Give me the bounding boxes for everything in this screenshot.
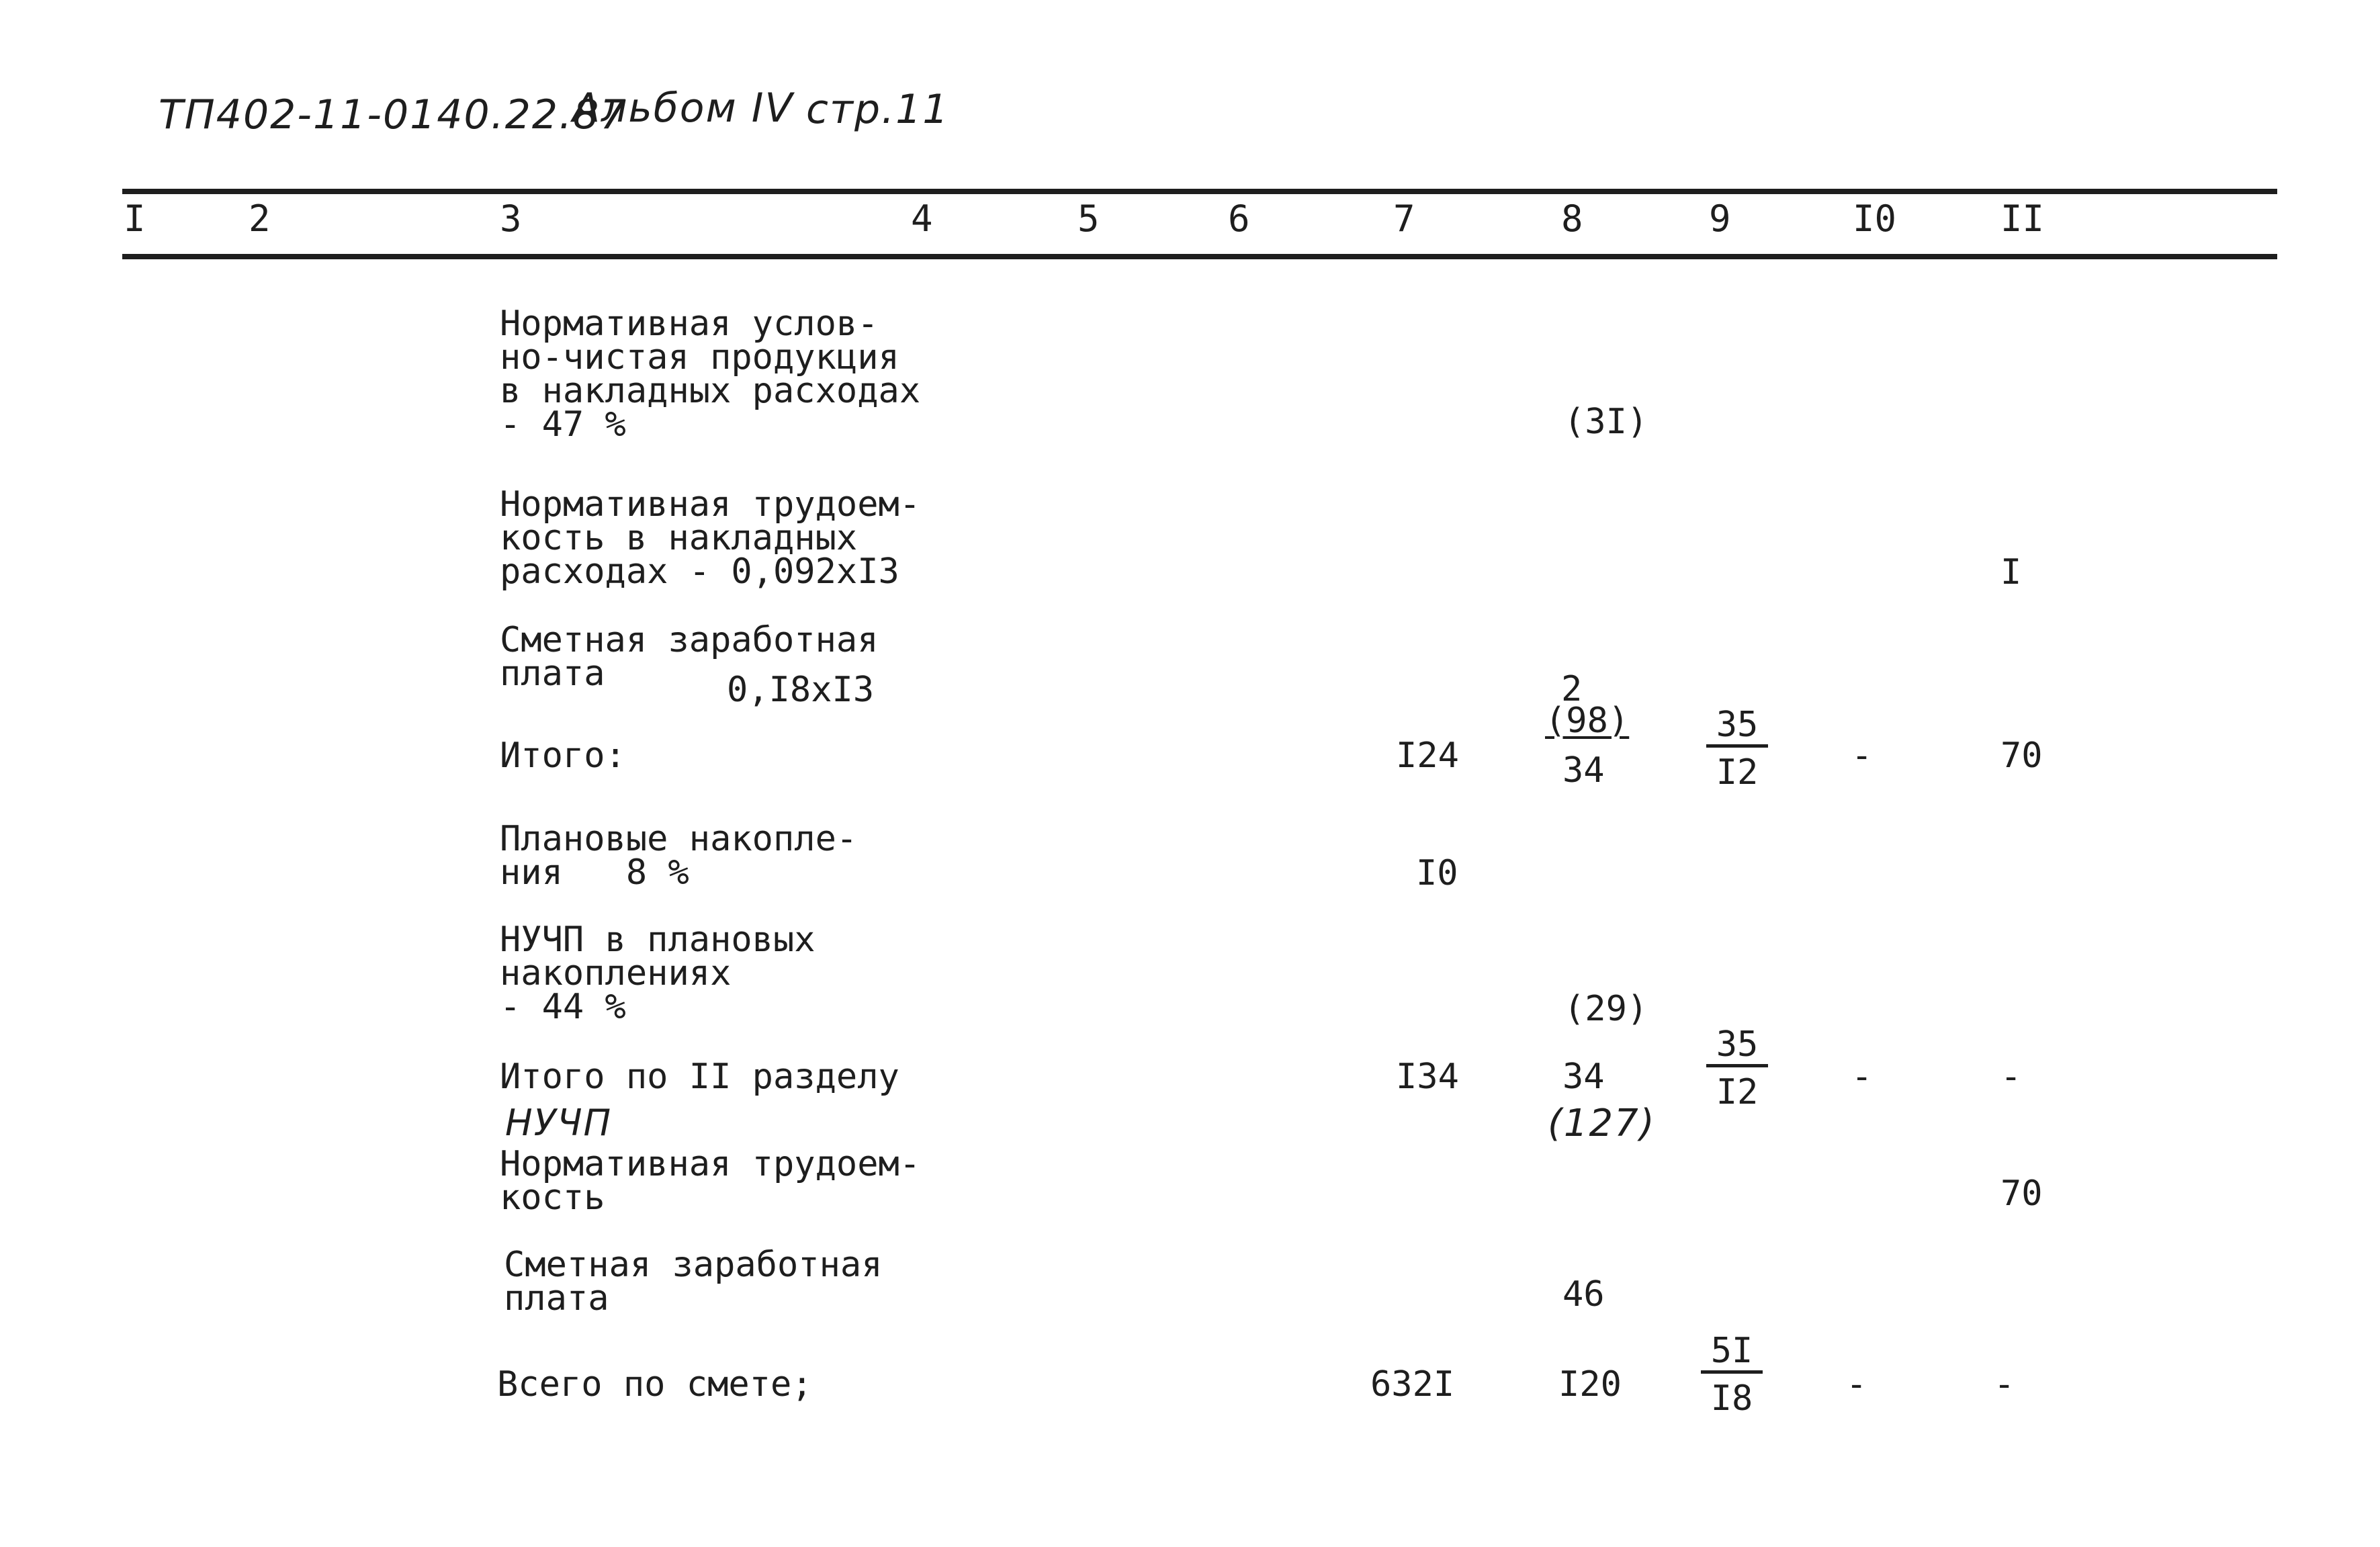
page-number: стр.11 xyxy=(806,86,950,133)
column-header-5: 5 xyxy=(1077,197,1100,240)
row-description: НУЧП в плановых накоплениях - 44 % xyxy=(500,920,816,1027)
cell-col11: - xyxy=(1994,1364,2015,1405)
row-description: Нормативная услов- но-чистая продукция в накладных расходах - 47 % xyxy=(500,304,921,445)
row-description: Сметная заработная плата xyxy=(500,620,879,694)
column-header-1: I xyxy=(124,197,146,240)
cell-col11: 70 xyxy=(2000,1174,2043,1214)
row-label-section-total: Итого по II разделу xyxy=(500,1057,899,1097)
cell-col9-fraction xyxy=(1701,1333,1763,1417)
cell-col11: I xyxy=(2000,552,2022,592)
header-top-rule xyxy=(122,189,2277,194)
cell-col7: I0 xyxy=(1416,853,1458,893)
column-header-10: I0 xyxy=(1853,197,1897,240)
column-header-11: II xyxy=(2000,197,2045,240)
column-header-2: 2 xyxy=(249,197,271,240)
row-description: Нормативная трудоем- кость в накладных расходах - 0,092хI3 xyxy=(500,484,921,592)
cell-col8: I20 xyxy=(1558,1364,1622,1405)
cell-col7: 632I xyxy=(1370,1364,1455,1405)
cell-col8: (3I) xyxy=(1564,402,1648,442)
column-header-9: 9 xyxy=(1709,197,1731,240)
cell-col8: (29) xyxy=(1564,989,1648,1029)
album-label: Альбом IV xyxy=(572,85,794,132)
document-code: ТП402-11-0140.22.87 xyxy=(159,91,627,138)
cell-col10: - xyxy=(1851,1057,1873,1097)
column-header-8: 8 xyxy=(1561,197,1583,240)
cell-col7: I24 xyxy=(1396,736,1459,776)
cell-col9-fraction xyxy=(1706,1026,1768,1110)
cell-col8: 2 xyxy=(1561,669,1583,709)
row-description: Нормативная трудоем- кость xyxy=(500,1144,921,1218)
cell-col9-fraction xyxy=(1706,707,1768,791)
fraction-numerator: 5I xyxy=(1710,1331,1753,1371)
fraction-denominator: I2 xyxy=(1716,752,1759,793)
column-header-6: 6 xyxy=(1228,197,1250,240)
fraction-numerator: 35 xyxy=(1716,1024,1759,1065)
cell-col7: I34 xyxy=(1396,1057,1459,1097)
column-header-4: 4 xyxy=(911,197,933,240)
cell-col10: - xyxy=(1851,736,1873,776)
cell-formula: 0,I8хI3 xyxy=(727,670,875,710)
fraction-numerator: 35 xyxy=(1716,705,1759,745)
cell-col11: - xyxy=(2000,1057,2022,1097)
column-header-7: 7 xyxy=(1393,197,1415,240)
cell-col8: 46 xyxy=(1562,1274,1605,1315)
row-label-nuchp: НУЧП xyxy=(505,1102,613,1144)
cell-col8: (127) xyxy=(1548,1102,1656,1145)
header-bottom-rule xyxy=(122,254,2277,259)
cell-col11: 70 xyxy=(2000,736,2043,776)
row-label-grand-total: Всего по смете; xyxy=(497,1364,813,1405)
cell-col8: 34 xyxy=(1562,1057,1605,1097)
cell-col8-lower: 34 xyxy=(1562,750,1605,791)
row-description: Сметная заработная плата xyxy=(504,1245,883,1319)
column-header-3: 3 xyxy=(500,197,522,240)
row-description: Плановые накопле- ния 8 % xyxy=(500,819,858,893)
cell-col10: - xyxy=(1846,1364,1867,1405)
row-label-total: Итого: xyxy=(500,736,626,776)
cell-col8-upper: (98) xyxy=(1545,701,1630,741)
fraction-denominator: I8 xyxy=(1710,1378,1753,1419)
fraction-denominator: I2 xyxy=(1716,1072,1759,1112)
